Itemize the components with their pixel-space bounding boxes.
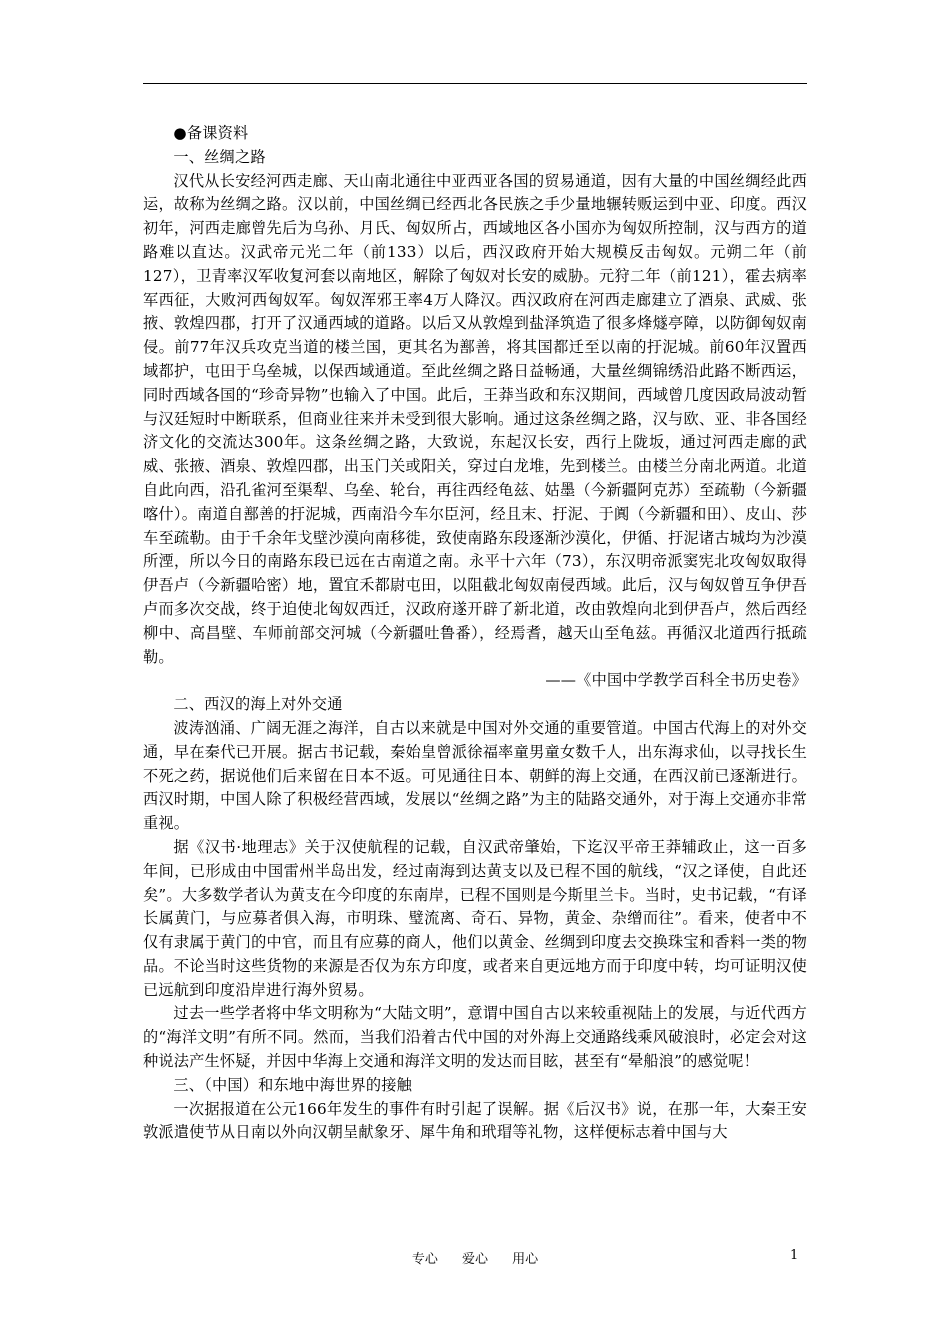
section-2-paragraph-2: 据《汉书·地理志》关于汉使航程的记载，自汉武帝肇始，下迄汉平帝王莽辅政止，这一百多年间，已形成由中国雷州半岛出发，经过南海到达黄支以及已程不国的航线，“汉之译使，自此还矣”。大多数学者认为黄支在今印度的东南岸，已程不国则是今斯里兰卡。当时，史书记载，“有译长属黄门，与应募者俱入海，市明珠、璧流离、奇石、异物，黄金、杂缯而往”。看来，使者中不仅有隶属于黄门的中官，而且有应募的商人，他们以黄金、丝绸到印度去交换珠宝和香料一类的物品。不论当时这些货物的来源是否仅为东方印度，或者来自更远地方而于印度中转，均可证明汉使已远航到印度沿岸进行海外贸易。: [143, 837, 807, 999]
footer-motto: [0, 1248, 950, 1267]
document-body: [143, 122, 807, 1145]
section-2-paragraph-1: 波涛汹涌、广阔无涯之海洋，自古以来就是中国对外交通的重要管道。中国古代海上的对外交通，早在秦代已开展。据古书记载，秦始皇曾派徐福率童男童女数千人，出东海求仙，以寻找长生不死之药，据说他们后来留在日本不返。可见通往日本、朝鲜的海上交通，在西汉前已逐渐进行。西汉时期，中国人除了积极经营西域，发展以“丝绸之路”为主的陆路交通外，对于海上交通亦非常重视。: [143, 718, 807, 833]
section-1-source: ——《中国中学教学百科全书历史卷》: [545, 671, 807, 690]
section-heading: ●备课资料: [173, 124, 249, 142]
section-3-title: 三、（中国）和东地中海世界的接触: [173, 1075, 412, 1094]
section-2-title: 二、西汉的海上对外交通: [173, 695, 343, 714]
section-1-paragraph-1: 汉代从长安经河西走廊、天山南北通往中亚西亚各国的贸易通道，因有大量的中国丝绸经此西运，故称为丝绸之路。汉以前，中国丝绸已经西北各民族之手少量地辗转贩运到中亚、印度。西汉初年，河西走廊曾先后为乌孙、月氏、匈奴所占，西域地区各小国亦为匈奴所控制，汉与西方的道路难以直达。汉武帝元光二年（前133）以后，西汉政府开始大规模反击匈奴。元朔二年（前127），卫青率汉军收复河套以南地区，解除了匈奴对长安的威胁。元狩二年（前121），霍去病率军西征，大败河西匈奴军。匈奴浑邪王率4万人降汉。西汉政府在河西走廊建立了酒泉、武威、张掖、敦煌四郡，打开了汉通西域的道路。以后又从敦煌到盐泽筑造了很多烽燧亭障，以防御匈奴南侵。前77年汉兵攻克当道的楼兰国，更其名为鄯善，将其国都迁至以南的扜泥城。前60年汉置西域都护，屯田于乌垒城，以保西域通道。至此丝绸之路日益畅通，大量丝绸锦绣沿此路不断西运，同时西域各国的“珍奇异物”也输入了中国。此后，王莽当政和东汉期间，西域曾几度因政局波动暂与汉廷短时中断联系，但商业往来并未受到很大影响。通过这条丝绸之路，汉与欧、亚、非各国经济文化的交流达300年。这条丝绸之路，大致说，东起汉长安，西行上陇坂，通过河西走廊的武威、张掖、酒泉、敦煌四郡，出玉门关或阳关，穿过白龙堆，先到楼兰。由楼兰分南北两道。北道自此向西，沿孔雀河至渠犁、乌垒、轮台，再往西经龟兹、姑墨（今新疆阿克苏）至疏勒（今新疆喀什）。南道自鄯善的扜泥城，西南沿今车尔臣河，经且末、扜泥、于阗（今新疆和田）、皮山、莎车至疏勒。由于千余年戈壁沙漠向南移徙，致使南路东段逐渐沙漠化，伊循、扜泥诸古城均为沙漠所湮，所以今日的南路东段已远在古南道之南。永平十六年（73），东汉明帝派窦宪北攻匈奴取得伊吾卢（今新疆哈密）地，置宜禾都尉屯田，以阻截北匈奴南侵西域。此后，汉与匈奴曾互争伊吾卢而多次交战，终于迫使北匈奴西迁，汉政府遂开辟了新北道，改由敦煌向北到伊吾卢，然后西经柳中、高昌壁、车师前部交河城（今新疆吐鲁番），经焉耆，越天山至龟兹。再循汉北道西行抵疏勒。: [143, 171, 807, 666]
section-1-title: 一、丝绸之路: [173, 147, 266, 166]
header-rule: [143, 83, 807, 84]
page-number: 1: [790, 1248, 799, 1263]
footer-motto-3: 用心: [512, 1252, 539, 1267]
footer-motto-1: 专心: [411, 1252, 438, 1267]
section-3-paragraph-1: 一次据报道在公元166年发生的事件有时引起了误解。据《后汉书》说，在那一年，大秦王安敦派遣使节从日南以外向汉朝呈献象牙、犀牛角和玳瑁等礼物，这样便标志着中国与大: [143, 1099, 807, 1142]
footer-motto-2: 爱心: [461, 1252, 488, 1267]
section-2-paragraph-3: 过去一些学者将中华文明称为“大陆文明”，意谓中国自古以来较重视陆上的发展，与近代西方的“海洋文明”有所不同。然而，当我们沿着古代中国的对外海上交通路线乘风破浪时，必定会对这种说法产生怀疑，并因中华海上交通和海洋文明的发达而目眩，甚至有“晕船浪”的感觉呢！: [143, 1004, 807, 1071]
